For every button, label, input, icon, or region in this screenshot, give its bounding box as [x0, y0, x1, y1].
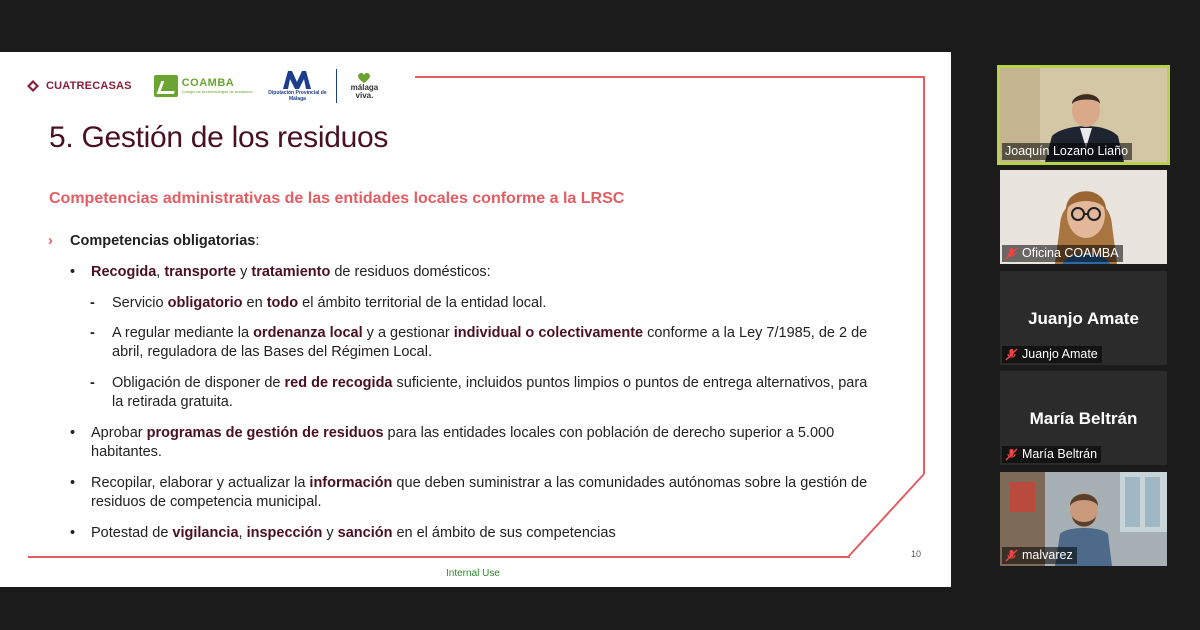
dash-icon: -: [90, 295, 95, 311]
chevron-right-icon: ›: [48, 233, 53, 249]
logo-row: [26, 66, 381, 106]
participant-name-label: Joaquín Lozano Liaño: [1002, 143, 1132, 160]
participant-tile-malvarez[interactable]: [1000, 472, 1167, 566]
footer-label: Internal Use: [446, 568, 500, 579]
bullet-dot-icon: •: [70, 525, 76, 541]
bullet-recogida: • Recogida, transporte y tratamiento de residuos domésticos:: [70, 264, 491, 280]
slide-subtitle: Competencias administrativas de las entidades locales conforme a la LRSC: [49, 190, 625, 207]
participant-tile-oficina-coamba[interactable]: [1000, 170, 1167, 264]
mic-muted-icon: [1005, 348, 1018, 361]
coamba-subtext: Colegio de Ambientólogos de Andalucía: [181, 89, 253, 94]
coamba-text: COAMBA: [181, 77, 235, 89]
mic-muted-icon: [1005, 448, 1018, 461]
frame-top-line: [415, 76, 925, 78]
bullet-dot-icon: •: [70, 264, 76, 280]
dash-icon: -: [90, 375, 95, 391]
mic-muted-icon: [1005, 549, 1018, 562]
bullet-programas: • Aprobar programas de gestión de residuos para las entidades locales con población de derecho superior a 5.000 habitantes.: [70, 425, 835, 460]
participant-name-label: Oficina COAMBA: [1002, 245, 1123, 262]
participant-name-label: Juanjo Amate: [1002, 346, 1102, 363]
bullet-dot-icon: •: [70, 425, 76, 441]
sub-item-red-recogida: - Obligación de disponer de red de recogida suficiente, incluidos puntos limpios o puntos de entrega alternativos, para la retirada gratuita.: [90, 375, 868, 410]
coamba-mark-icon: [154, 75, 178, 97]
participant-name-label: malvarez: [1002, 547, 1077, 564]
logo-separator: [336, 69, 337, 103]
participant-tile-joaquin[interactable]: [1000, 68, 1167, 162]
cuatrecasas-logo: [26, 79, 132, 93]
frame-right-line: [923, 76, 925, 474]
malaga-viva-logo: [347, 72, 381, 100]
slide-title: 5. Gestión de los residuos: [49, 121, 389, 154]
participant-tile-maria-beltran[interactable]: [1000, 371, 1167, 465]
frame-bottom-line: [28, 556, 850, 558]
heart-icon: [357, 72, 371, 84]
mic-muted-icon: [1005, 247, 1018, 260]
diputacion-text: Diputación Provincial de Málaga: [268, 90, 327, 102]
section-heading: › Competencias obligatorias:: [48, 233, 260, 249]
coamba-logo: [154, 75, 253, 97]
bullet-dot-icon: •: [70, 475, 76, 491]
diputacion-m-icon: [279, 70, 315, 90]
cuatrecasas-mark-icon: [26, 79, 40, 93]
sub-item-servicio: - Servicio obligatorio en todo el ámbito territorial de la entidad local.: [90, 295, 547, 311]
page-number: 10: [911, 549, 922, 559]
participant-tile-juanjo-amate[interactable]: [1000, 271, 1167, 365]
bullet-informacion: • Recopilar, elaborar y actualizar la información que deben suministrar a las comunidades autónomas sobre la gestión de residuos de competencia municipal.: [70, 475, 868, 510]
bullet-potestad: • Potestad de vigilancia, inspección y sanción en el ámbito de sus competencias: [70, 525, 616, 541]
diputacion-logo: [266, 70, 328, 102]
participant-display-name: Juanjo Amate: [1028, 309, 1139, 328]
malaga-viva-text: málaga viva.: [350, 83, 379, 100]
sub-item-ordenanza: - A regular mediante la ordenanza local y a gestionar individual o colectivamente conforme a la Ley 7/1985, de 2 de abril, reguladora de las Bases del Régimen Local.: [90, 325, 868, 360]
participant-display-name: María Beltrán: [1029, 409, 1138, 428]
dash-icon: -: [90, 325, 95, 341]
cuatrecasas-text: CUATRECASAS: [46, 80, 132, 92]
participant-name-label: María Beltrán: [1002, 446, 1101, 463]
